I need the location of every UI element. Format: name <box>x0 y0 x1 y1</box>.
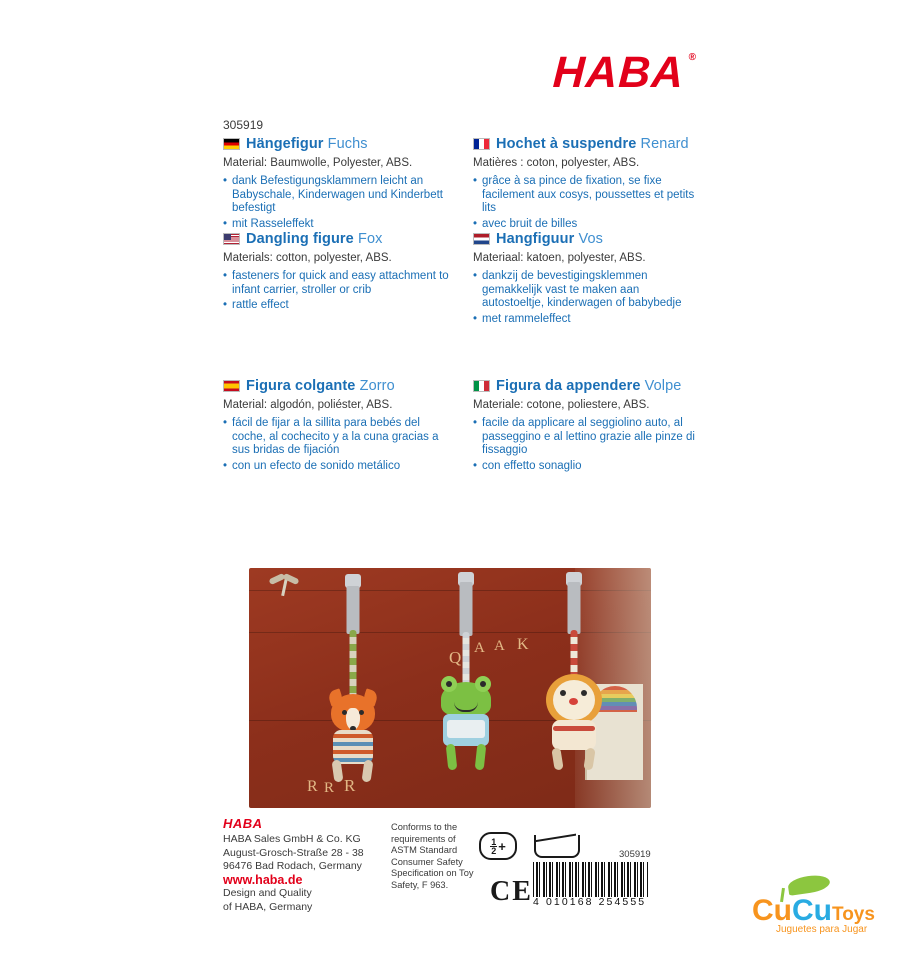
list-item: • dankzij de bevestigingsklemmen gemakkelijk vast te maken aan autostoeltje, kinderwagen of babybedje <box>473 270 703 311</box>
design-line-1: Design and Quality <box>223 887 312 899</box>
astm-compliance-text: Conforms to the requirements of ASTM Standard Consumer Safety Specification on Toy Safety, F 963. <box>391 822 474 890</box>
list-item: • met rammeleffect <box>473 313 703 327</box>
company-city: 96476 Bad Rodach, Germany <box>223 860 362 872</box>
cucutoys-tagline: Juguetes para Jugar <box>776 924 868 935</box>
company-street: August-Grosch-Straße 28 - 38 <box>223 846 364 859</box>
language-block-french <box>473 136 703 233</box>
haba-logo-text: HABA <box>551 48 686 97</box>
washing-tub-icon <box>534 830 576 858</box>
photo-dragonfly <box>269 574 303 596</box>
product-title-fr: Hochet à suspendre Renard <box>496 136 689 152</box>
language-header <box>223 378 453 394</box>
product-photo <box>249 568 651 808</box>
language-block-dutch <box>473 231 703 328</box>
list-item: • fácil de fijar a la sillita para bebés del coche, al cochecito y a la cuna gracias a sus bridas de fijación <box>223 417 453 458</box>
language-block-italian <box>473 378 703 475</box>
feature-list-fr <box>473 175 703 231</box>
feature-list-es <box>223 417 453 473</box>
language-block-spanish <box>223 378 453 475</box>
dutch-flag-icon <box>473 233 490 245</box>
list-item: • facile da applicare al seggiolino auto, al passeggino e al lettino grazie alle pinze di fissaggio <box>473 417 703 458</box>
decor-letter: R <box>324 780 335 796</box>
language-header <box>223 231 453 247</box>
feature-list-de <box>223 175 453 231</box>
italian-flag-icon <box>473 380 490 392</box>
barcode-article-number: 305919 <box>619 849 651 860</box>
decor-letter: A <box>494 638 505 654</box>
list-item: • fasteners for quick and easy attachment to infant carrier, stroller or crib <box>223 270 453 297</box>
decor-letter: R <box>344 776 356 795</box>
footer-haba-logo: HABA <box>223 816 263 831</box>
german-flag-icon <box>223 138 240 150</box>
french-flag-icon <box>473 138 490 150</box>
cucutoys-logo <box>752 876 882 938</box>
language-header <box>473 231 703 247</box>
language-block-english <box>223 231 453 315</box>
product-title-it: Figura da appendere Volpe <box>496 378 682 394</box>
us-flag-icon <box>223 233 240 245</box>
decor-letter: R <box>307 778 318 795</box>
cucutoys-wordmark: CuCuToys <box>752 894 875 927</box>
list-item: • con effetto sonaglio <box>473 460 703 474</box>
material-text-en: Materials: cotton, polyester, ABS. <box>223 252 392 264</box>
list-item: • rattle effect <box>223 299 453 313</box>
toy-fox <box>313 568 393 788</box>
leaf-icon <box>787 873 831 896</box>
toy-frog <box>421 568 511 798</box>
material-text-it: Materiale: cotone, poliestere, ABS. <box>473 399 650 411</box>
haba-logo <box>551 48 696 98</box>
list-item: • mit Rasseleffekt <box>223 218 453 232</box>
barcode-bars <box>533 862 648 897</box>
material-text-nl: Materiaal: katoen, polyester, ABS. <box>473 252 646 264</box>
spanish-flag-icon <box>223 380 240 392</box>
ce-mark: CE <box>490 876 533 907</box>
material-text-de: Material: Baumwolle, Polyester, ABS. <box>223 157 413 169</box>
age-plus-sign: + <box>498 838 506 854</box>
language-header <box>223 136 453 152</box>
language-block-german <box>223 136 453 233</box>
language-header <box>473 136 703 152</box>
company-name: HABA Sales GmbH & Co. KG <box>223 833 361 845</box>
material-text-es: Material: algodón, poliéster, ABS. <box>223 399 393 411</box>
company-address <box>223 833 398 914</box>
list-item: • grâce à sa pince de fixation, se fixe facilement aux cosys, poussettes et petits lits <box>473 175 703 216</box>
age-rating-icon <box>479 832 517 860</box>
list-item: • dank Befestigungsklammern leicht an Babyschale, Kinderwagen und Kinderbett befestigt <box>223 175 453 216</box>
product-title-nl: Hangfiguur Vos <box>496 231 603 247</box>
product-title-de: Hängefigur Fuchs <box>246 136 368 152</box>
language-header <box>473 378 703 394</box>
decor-letter: Q <box>449 648 462 667</box>
decor-letter: A <box>474 640 485 656</box>
age-fraction: $\frac{1}{2}$ <box>491 836 497 856</box>
material-text-fr: Matières : coton, polyester, ABS. <box>473 157 640 169</box>
feature-list-it <box>473 417 703 473</box>
design-line-2: of HABA, Germany <box>223 900 313 913</box>
registered-mark: ® <box>688 52 696 63</box>
list-item: • con un efecto de sonido metálico <box>223 460 453 474</box>
product-title-en: Dangling figure Fox <box>246 231 383 247</box>
article-number: 305919 <box>223 118 264 132</box>
toy-lion <box>529 568 619 788</box>
decor-letter: K <box>517 636 529 653</box>
company-website: www.haba.de <box>223 872 303 887</box>
list-item: • avec bruit de billes <box>473 218 703 232</box>
feature-list-en <box>223 270 453 313</box>
feature-list-nl <box>473 270 703 326</box>
barcode-digits: 4 010168 254555 <box>533 896 647 908</box>
product-title-es: Figura colgante Zorro <box>246 378 395 394</box>
